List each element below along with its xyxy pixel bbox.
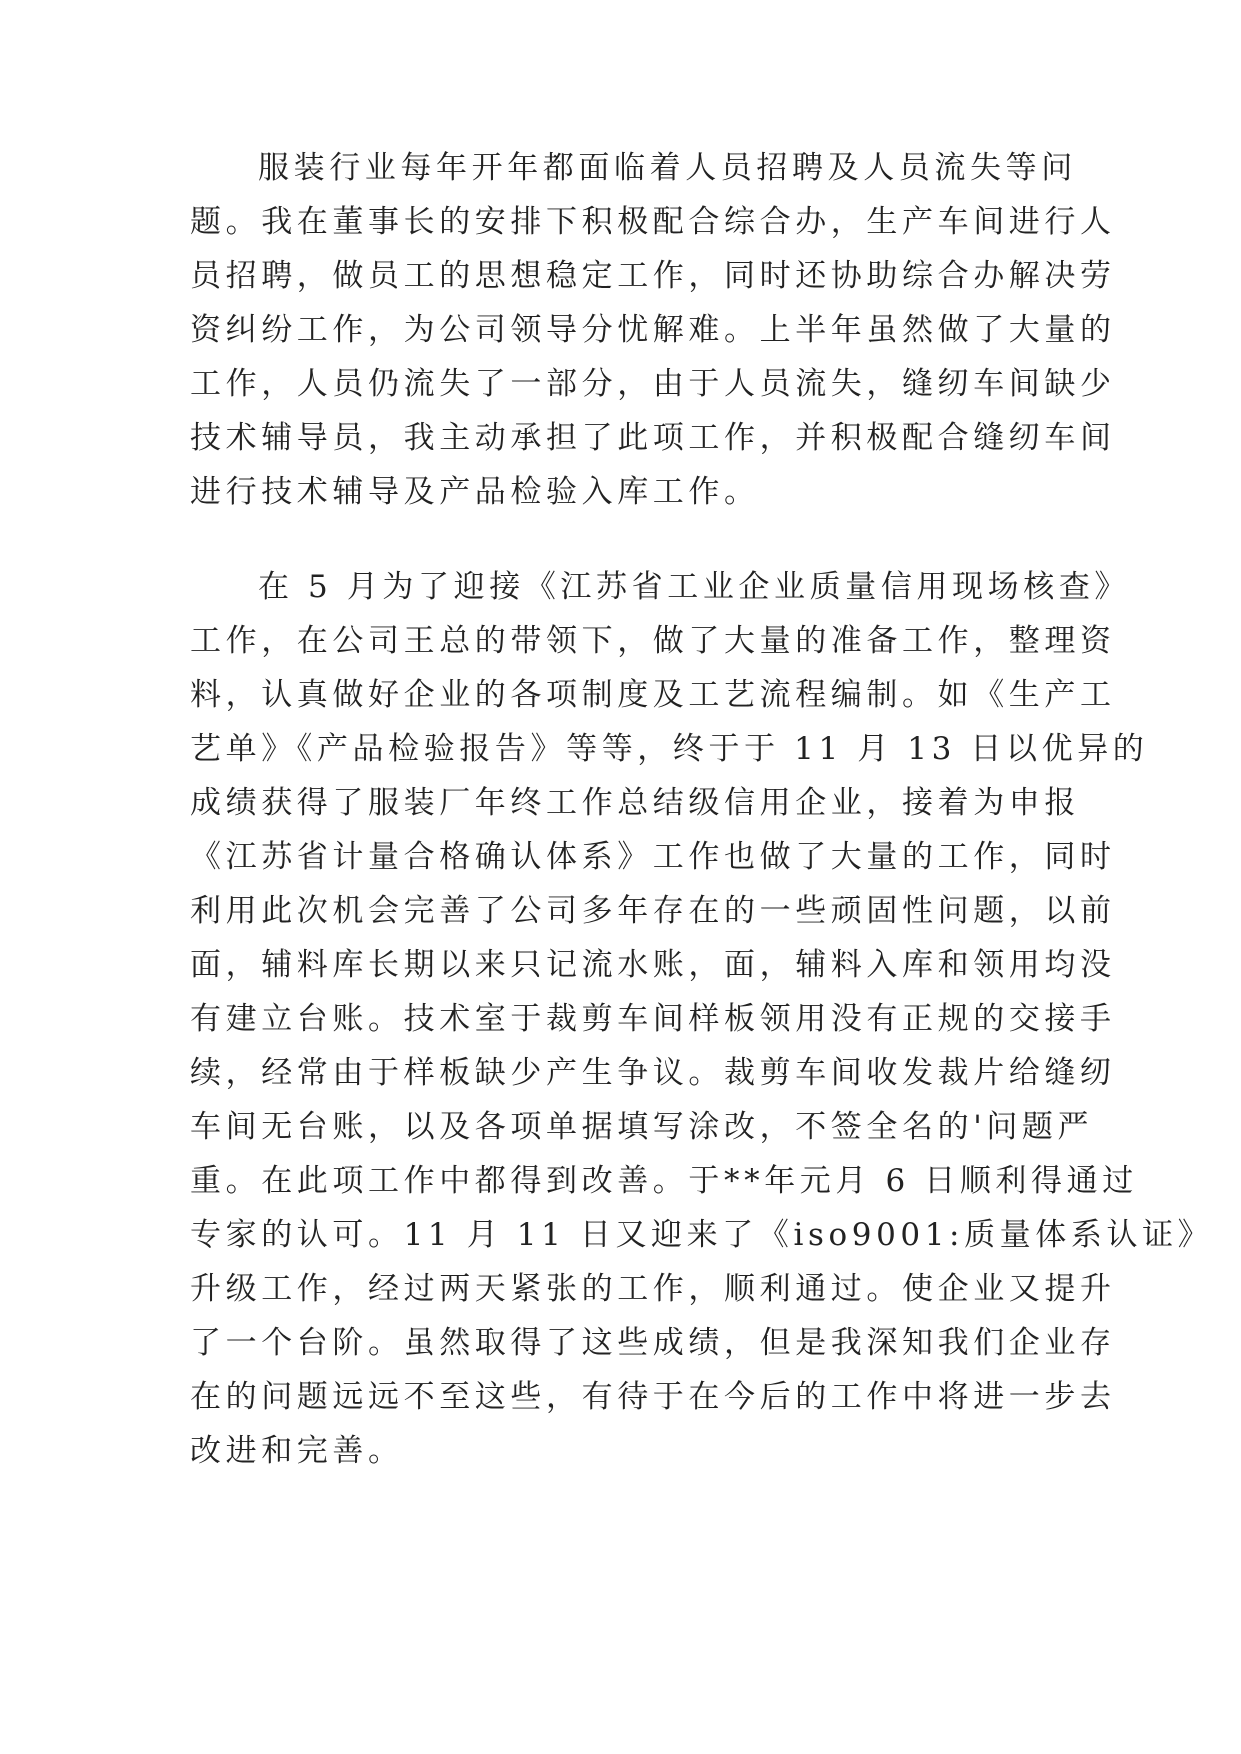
text-line: 资纠纷工作，为公司领导分忧解难。上半年虽然做了大量的 <box>190 312 1116 348</box>
text-line: 技术辅导员，我主动承担了此项工作，并积极配合缝纫车间 <box>190 420 1116 456</box>
text-line: 在的问题远远不至这些，有待于在今后的工作中将进一步去 <box>190 1379 1116 1415</box>
text-line: 续，经常由于样板缺少产生争议。裁剪车间收发裁片给缝纫 <box>190 1055 1116 1091</box>
text-line: 专家的认可。11 月 11 日又迎来了《iso9001:质量体系认证》 <box>190 1217 1214 1253</box>
text-line: 服装行业每年开年都面临着人员招聘及人员流失等问 <box>258 150 1077 186</box>
text-line: 题。我在董事长的安排下积极配合综合办，生产车间进行人 <box>190 204 1116 240</box>
text-line: 升级工作，经过两天紧张的工作，顺利通过。使企业又提升 <box>190 1271 1116 1307</box>
text-line: 艺单》《产品检验报告》等等，终于于 11 月 13 日以优异的 <box>190 731 1149 767</box>
text-line: 利用此次机会完善了公司多年存在的一些顽固性问题，以前 <box>190 893 1116 929</box>
text-line: 重。在此项工作中都得到改善。于**年元月 6 日顺利得通过 <box>190 1163 1138 1199</box>
text-line: 成绩获得了服装厂年终工作总结级信用企业，接着为申报 <box>190 785 1080 821</box>
text-line: 《江苏省计量合格确认体系》工作也做了大量的工作，同时 <box>190 839 1116 875</box>
text-line: 在 5 月为了迎接《江苏省工业企业质量信用现场核查》 <box>258 569 1131 605</box>
text-line: 工作，人员仍流失了一部分，由于人员流失，缝纫车间缺少 <box>190 366 1116 402</box>
text-line: 面，辅料库长期以来只记流水账，面，辅料入库和领用均没 <box>190 947 1116 983</box>
text-line: 有建立台账。技术室于裁剪车间样板领用没有正规的交接手 <box>190 1001 1116 1037</box>
text-line: 进行技术辅导及产品检验入库工作。 <box>190 474 760 510</box>
text-line: 改进和完善。 <box>190 1433 404 1469</box>
text-line: 员招聘，做员工的思想稳定工作，同时还协助综合办解决劳 <box>190 258 1116 294</box>
text-line: 车间无台账，以及各项单据填写涂改，不签全名的'问题严 <box>190 1109 1094 1145</box>
text-line: 工作，在公司王总的带领下，做了大量的准备工作，整理资 <box>190 623 1116 659</box>
text-line: 料，认真做好企业的各项制度及工艺流程编制。如《生产工 <box>190 677 1116 713</box>
text-line: 了一个台阶。虽然取得了这些成绩，但是我深知我们企业存 <box>190 1325 1116 1361</box>
